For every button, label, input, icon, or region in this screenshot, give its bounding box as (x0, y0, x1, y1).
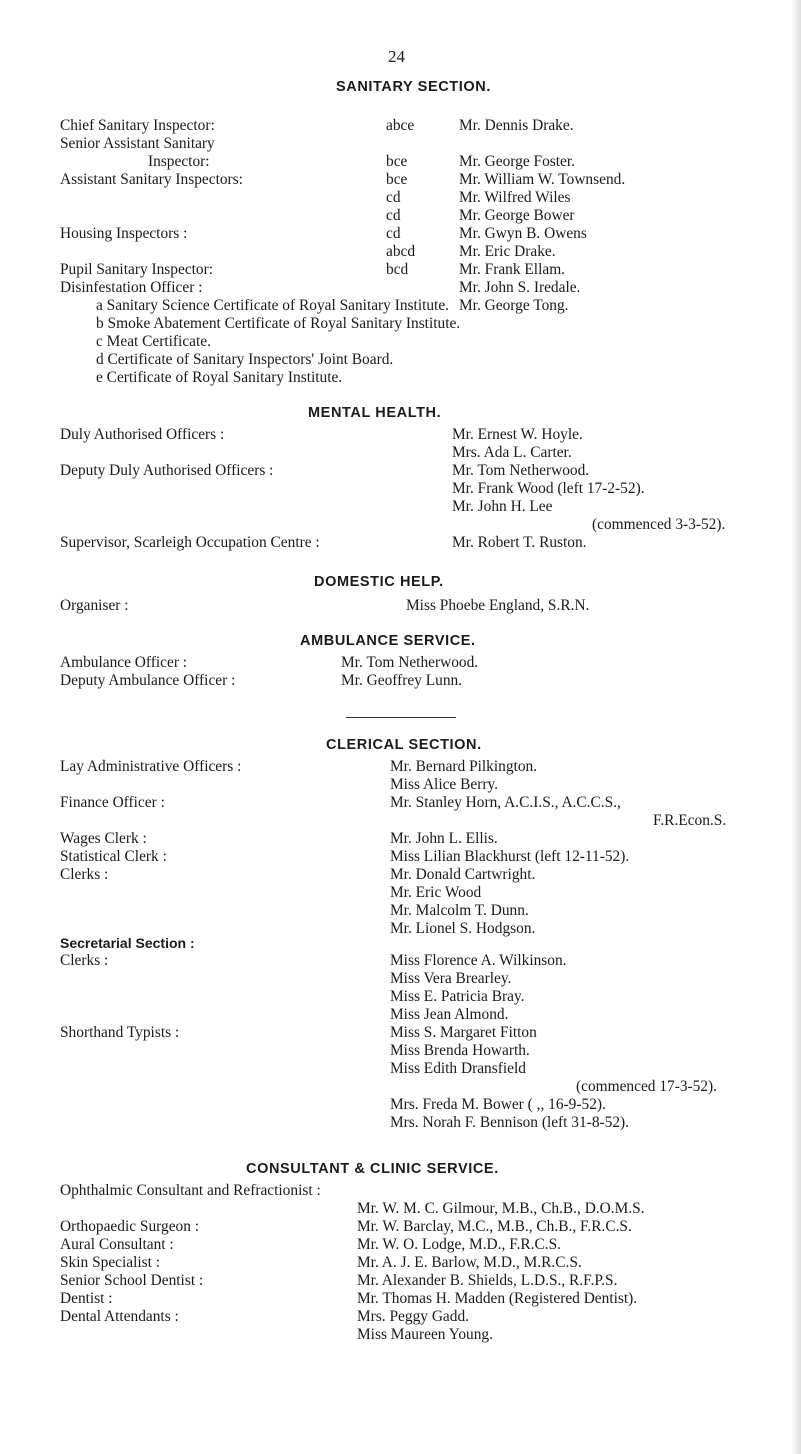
qualification-note: a Sanitary Science Certificate of Royal Sanitary Institute. (96, 297, 450, 314)
staff-name: Miss E. Patricia Bray. (390, 988, 525, 1005)
staff-name: Mr. Lionel S. Hodgson. (390, 920, 536, 937)
consultant-role: Dental Attendants : (60, 1308, 179, 1325)
staff-name: Mr. Bernard Pilkington. (390, 758, 538, 775)
staff-name: Mrs. Peggy Gadd. (357, 1308, 470, 1325)
page-number: 24 (388, 47, 405, 66)
staff-name: Mr. George Foster. (459, 153, 575, 170)
staff-name: Mr. Tom Netherwood. (341, 654, 479, 671)
staff-name: Mr. Gwyn B. Owens (459, 225, 587, 242)
staff-name: Mr. John S. Iredale. (459, 279, 581, 296)
sanitary-heading: SANITARY SECTION. (336, 79, 491, 95)
clerical-role: Shorthand Typists : (60, 1024, 180, 1041)
consultant-role: Senior School Dentist : (60, 1272, 204, 1289)
sanitary-role: Chief Sanitary Inspector: (60, 117, 215, 134)
staff-name: Mr. Frank Wood (left 17-2-52). (452, 480, 645, 497)
staff-name: Mr. Dennis Drake. (459, 117, 574, 134)
staff-name: Mr. George Bower (459, 207, 575, 224)
consultant-heading: CONSULTANT & CLINIC SERVICE. (246, 1161, 499, 1177)
consultant-role: Skin Specialist : (60, 1254, 161, 1271)
domestic-help-role: Organiser : (60, 597, 129, 614)
staff-name: Miss Maureen Young. (357, 1326, 493, 1343)
qualification-code: bcd (386, 261, 409, 278)
sanitary-role: Assistant Sanitary Inspectors: (60, 171, 243, 188)
qualification-code: bce (386, 153, 408, 170)
sanitary-role: Housing Inspectors : (60, 225, 188, 242)
qualification-code: cd (386, 207, 401, 224)
qualification-code: cd (386, 189, 401, 206)
staff-name: Miss Lilian Blackhurst (left 12-11-52). (390, 848, 630, 865)
staff-name: Mr. John H. Lee (452, 498, 553, 515)
staff-name: Mr. W. O. Lodge, M.D., F.R.C.S. (357, 1236, 562, 1253)
staff-name: Mr. Wilfred Wiles (459, 189, 571, 206)
clerical-role: Clerks : (60, 952, 109, 969)
qualification-code: cd (386, 225, 401, 242)
staff-name: Mr. W. Barclay, M.C., M.B., Ch.B., F.R.C.S. (357, 1218, 632, 1235)
staff-name: Miss Edith Dransfield (390, 1060, 526, 1077)
staff-name: Mr. Eric Drake. (459, 243, 556, 260)
staff-name: Mr. Frank Ellam. (459, 261, 566, 278)
ambulance-heading: AMBULANCE SERVICE. (300, 633, 476, 649)
staff-name: Mr. Alexander B. Shields, L.D.S., R.F.P.S. (357, 1272, 618, 1289)
staff-note: (commenced 17-3-52). (576, 1078, 718, 1095)
staff-name: Mr. Ernest W. Hoyle. (452, 426, 583, 443)
staff-name: Mr. Donald Cartwright. (390, 866, 536, 883)
staff-name: Mrs. Ada L. Carter. (452, 444, 572, 461)
staff-name: Miss S. Margaret Fitton (390, 1024, 537, 1041)
clerical-role: Lay Administrative Officers : (60, 758, 242, 775)
domestic-help-heading: DOMESTIC HELP. (314, 574, 444, 590)
clerical-role: Wages Clerk : (60, 830, 147, 847)
staff-qualification: F.R.Econ.S. (653, 812, 727, 829)
staff-note: (commenced 3-3-52). (592, 516, 726, 533)
staff-name: Mr. Stanley Horn, A.C.I.S., A.C.C.S., (390, 794, 621, 811)
consultant-role: Aural Consultant : (60, 1236, 174, 1253)
staff-name: Mr. Robert T. Ruston. (452, 534, 587, 551)
consultant-role: Ophthalmic Consultant and Refractionist : (60, 1182, 321, 1199)
qualification-note: e Certificate of Royal Sanitary Institute. (96, 369, 343, 386)
sanitary-role: Inspector: (148, 153, 210, 170)
page-edge-shadow (791, 0, 801, 1454)
staff-name: Mrs. Norah F. Bennison (left 31-8-52). (390, 1114, 629, 1131)
clerical-role: Statistical Clerk : (60, 848, 167, 865)
staff-name: Mr. Tom Netherwood. (452, 462, 590, 479)
qualification-note: c Meat Certificate. (96, 333, 211, 350)
section-divider (346, 717, 456, 718)
staff-name: Miss Jean Almond. (390, 1006, 509, 1023)
staff-name: Mr. Geoffrey Lunn. (341, 672, 463, 689)
staff-name: Mr. Malcolm T. Dunn. (390, 902, 529, 919)
mental-health-role: Deputy Duly Authorised Officers : (60, 462, 274, 479)
staff-name: Miss Alice Berry. (390, 776, 499, 793)
qualification-note: b Smoke Abatement Certificate of Royal Sanitary Institute. (96, 315, 461, 332)
consultant-role: Dentist : (60, 1290, 113, 1307)
sanitary-role: Senior Assistant Sanitary (60, 135, 215, 152)
staff-name: Miss Phoebe England, S.R.N. (406, 597, 590, 614)
mental-health-role: Duly Authorised Officers : (60, 426, 225, 443)
staff-name: Mr. A. J. E. Barlow, M.D., M.R.C.S. (357, 1254, 582, 1271)
staff-name: Mr. Eric Wood (390, 884, 482, 901)
secretarial-heading: Secretarial Section : (60, 935, 195, 951)
ambulance-role: Deputy Ambulance Officer : (60, 672, 236, 689)
sanitary-role: Disinfestation Officer : (60, 279, 203, 296)
staff-name: Mr. John L. Ellis. (390, 830, 498, 847)
consultant-role: Orthopaedic Surgeon : (60, 1218, 200, 1235)
staff-name: Mrs. Freda M. Bower ( ,, 16-9-52). (390, 1096, 606, 1113)
ambulance-role: Ambulance Officer : (60, 654, 188, 671)
staff-name: Mr. George Tong. (459, 297, 569, 314)
sanitary-role: Pupil Sanitary Inspector: (60, 261, 214, 278)
staff-name: Miss Brenda Howarth. (390, 1042, 530, 1059)
mental-health-heading: MENTAL HEALTH. (308, 405, 442, 421)
staff-name: Miss Florence A. Wilkinson. (390, 952, 567, 969)
mental-health-role: Supervisor, Scarleigh Occupation Centre : (60, 534, 320, 551)
staff-name: Mr. William W. Townsend. (459, 171, 626, 188)
staff-name: Mr. W. M. C. Gilmour, M.B., Ch.B., D.O.M.S. (357, 1200, 645, 1217)
clerical-role: Clerks : (60, 866, 109, 883)
staff-name: Miss Vera Brearley. (390, 970, 512, 987)
qualification-code: bce (386, 171, 408, 188)
clerical-heading: CLERICAL SECTION. (326, 737, 482, 753)
qualification-code: abcd (386, 243, 416, 260)
clerical-role: Finance Officer : (60, 794, 165, 811)
staff-name: Mr. Thomas H. Madden (Registered Dentist). (357, 1290, 638, 1307)
qualification-code: abce (386, 117, 415, 134)
qualification-note: d Certificate of Sanitary Inspectors' Joint Board. (96, 351, 394, 368)
